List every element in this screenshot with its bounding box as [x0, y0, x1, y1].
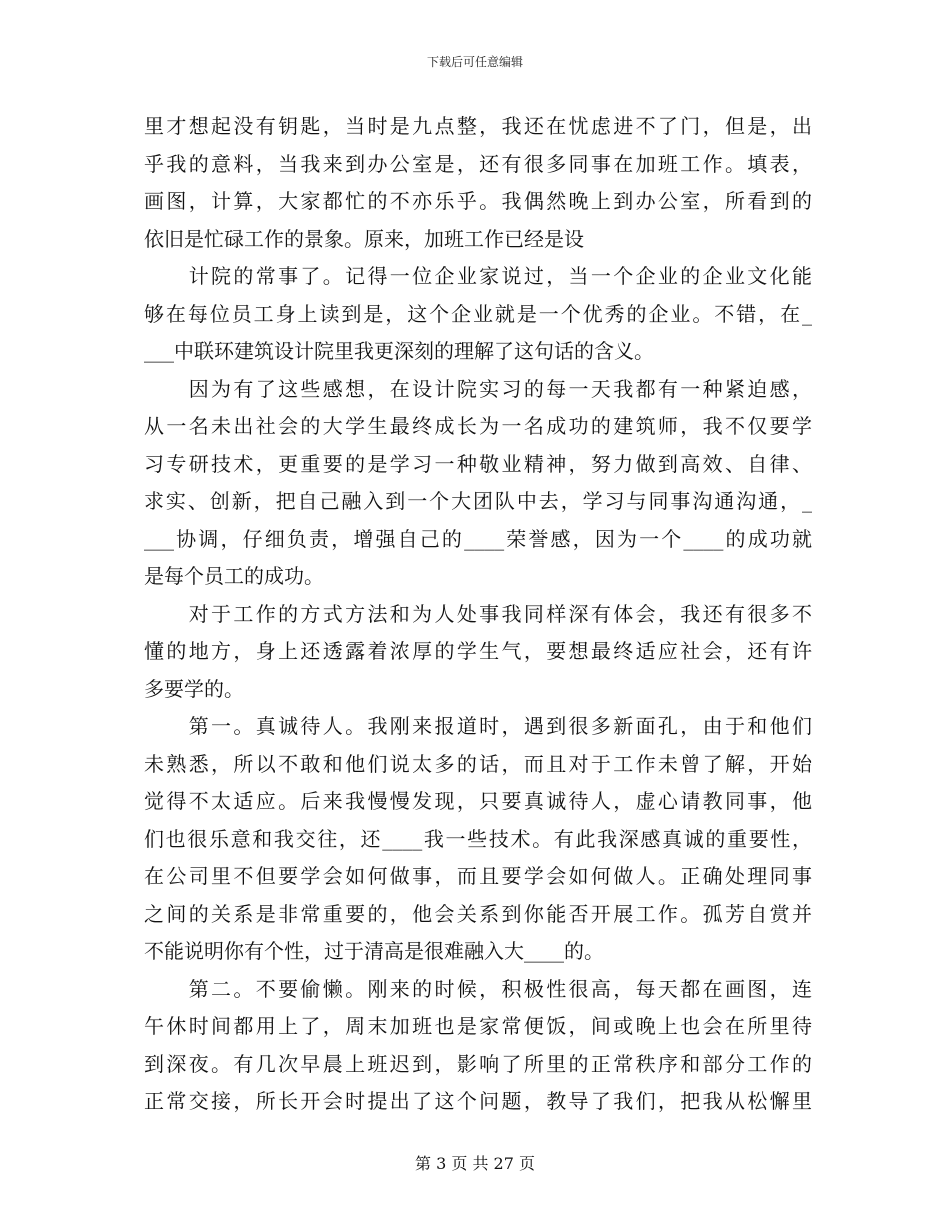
- page-number: 第 3 页 共 27 页: [415, 1154, 535, 1173]
- text-line: 计院的常事了。记得一位企业家说过，当一个企业的企业文化能: [144, 264, 812, 288]
- body-text: [144, 108, 812, 1121]
- text-line: 到深夜。有几次早晨上班迟到，影响了所里的正常秩序和部分工作的: [144, 1051, 812, 1076]
- text-line: ___协调，仔细负责，增强自己的____荣誉感，因为一个____的成功就: [144, 526, 812, 551]
- text-line: 懂的地方，身上还透露着浓厚的学生气，要想最终适应社会，还有许: [144, 639, 812, 663]
- text-line: 不能说明你有个性，过于清高是很难融入大____的。: [144, 939, 604, 963]
- text-line: 里才想起没有钥匙，当时是九点整，我还在忧虑进不了门，但是，出: [144, 114, 812, 138]
- text-line: 因为有了这些感想，在设计院实习的每一天我都有一种紧迫感，: [144, 376, 812, 401]
- text-line: 从一名未出社会的大学生最终成长为一名成功的建筑师，我不仅要学: [144, 414, 812, 438]
- page-header: 下载后可任意编辑: [426, 55, 523, 69]
- text-line: 画图，计算，大家都忙的不亦乐乎。我偶然晚上到办公室，所看到的: [144, 189, 812, 213]
- text-line: 在公司里不但要学会如何做事，而且要学会如何做人。正确处理同事: [144, 864, 812, 888]
- text-line: 第二。不要偷懒。刚来的时候，积极性很高，每天都在画图，连: [144, 976, 812, 1001]
- text-line: 对于工作的方式方法和为人处事我同样深有体会，我还有很多不: [144, 601, 812, 626]
- text-line: 午休时间都用上了，周末加班也是家常便饭，间或晚上也会在所里待: [144, 1014, 812, 1038]
- text-line: ___中联环建筑设计院里我更深刻的理解了这句话的含义。: [144, 339, 654, 363]
- text-line: 第一。真诚待人。我刚来报道时，遇到很多新面孔，由于和他们: [144, 714, 812, 738]
- text-line: 多要学的。: [144, 676, 244, 701]
- text-line: 之间的关系是非常重要的，他会关系到你能否开展工作。孤芳自赏并: [144, 901, 812, 926]
- text-line: 觉得不太适应。后来我慢慢发现，只要真诚待人，虚心请教同事，他: [144, 789, 812, 813]
- text-line: 是每个员工的成功。: [144, 564, 324, 588]
- text-line: 乎我的意料，当我来到办公室是，还有很多同事在加班工作。填表，: [144, 151, 812, 176]
- text-line: 求实、创新，把自己融入到一个大团队中去，学习与同事沟通沟通，_: [144, 489, 812, 513]
- text-line: 习专研技术，更重要的是学习一种敬业精神，努力做到高效、自律、: [144, 451, 812, 476]
- text-line: 们也很乐意和我交往，还____我一些技术。有此我深感真诚的重要性，: [144, 826, 812, 851]
- text-line: 依旧是忙碌工作的景象。原来，加班工作已经是设: [144, 226, 584, 251]
- text-line: 正常交接，所长开会时提出了这个问题，教导了我们，把我从松懈里: [144, 1089, 812, 1113]
- text-line: 未熟悉，所以不敢和他们说太多的话，而且对于工作未曾了解，开始: [144, 751, 812, 776]
- text-line: 够在每位员工身上读到是，这个企业就是一个优秀的企业。不错，在_: [144, 301, 812, 326]
